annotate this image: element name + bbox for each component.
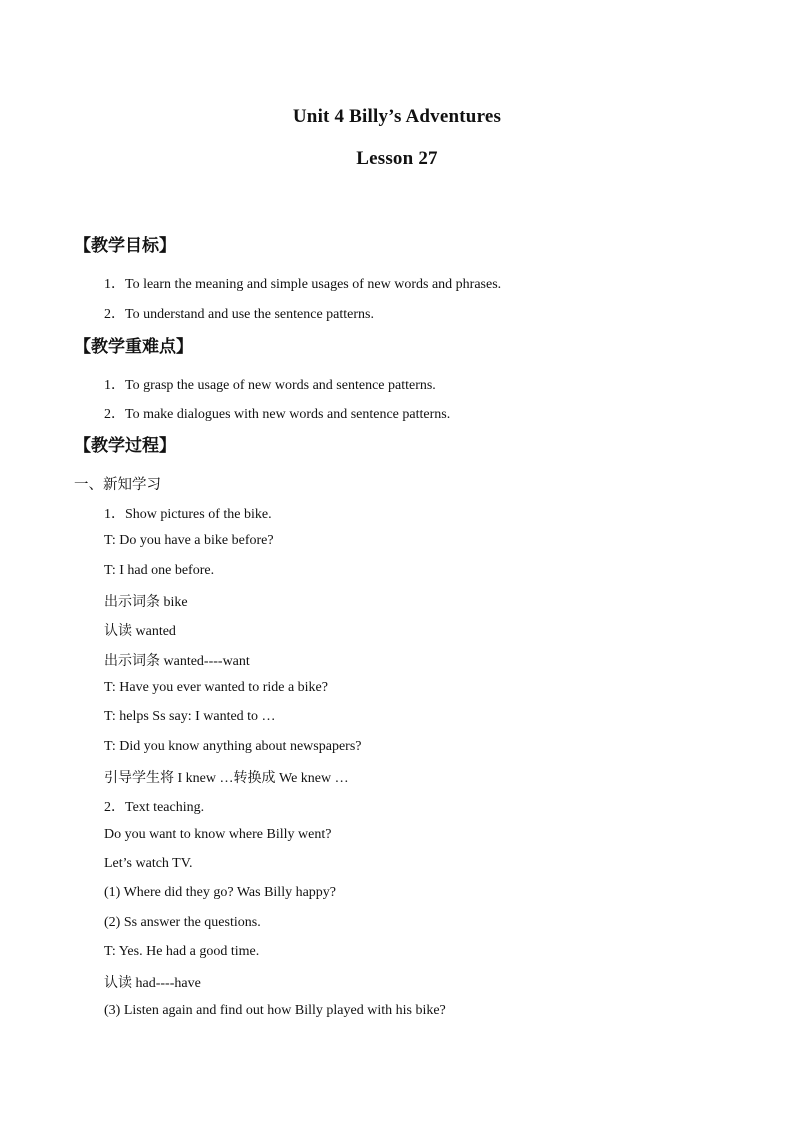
objective-item: 1．To learn the meaning and simple usages of new words and phrases. <box>104 277 502 292</box>
process-line: (1) Where did they go? Was Billy happy? <box>104 885 337 900</box>
process-line: Let’s watch TV. <box>104 856 193 871</box>
process-line: 出示词条 bike <box>104 595 188 610</box>
section-heading-process: 【教学过程】 <box>74 436 176 456</box>
key-point-item: 2．To make dialogues with new words and sentence patterns. <box>104 407 451 422</box>
process-line: (2) Ss answer the questions. <box>104 915 261 930</box>
document-title: Unit 4 Billy’s Adventures <box>292 106 502 127</box>
process-line: 2．Text teaching. <box>104 800 205 815</box>
process-line: T: Do you have a bike before? <box>104 533 274 548</box>
process-line: 认读 wanted <box>104 624 176 639</box>
key-point-item: 1．To grasp the usage of new words and sentence patterns. <box>104 378 436 393</box>
process-line: Do you want to know where Billy went? <box>104 827 332 842</box>
process-line: T: I had one before. <box>104 563 215 578</box>
process-line: T: helps Ss say: I wanted to … <box>104 709 276 724</box>
process-line: T: Yes. He had a good time. <box>104 944 260 959</box>
section-heading-key-points: 【教学重难点】 <box>74 337 193 357</box>
process-line: (3) Listen again and find out how Billy played with his bike? <box>104 1003 446 1018</box>
section-heading-objectives: 【教学目标】 <box>74 236 176 256</box>
process-line: 1．Show pictures of the bike. <box>104 507 272 522</box>
process-line: 认读 had----have <box>104 976 201 991</box>
objective-item: 2．To understand and use the sentence patterns. <box>104 307 374 322</box>
process-line: 引导学生将 I knew …转换成 We knew … <box>104 771 349 786</box>
process-line: 出示词条 wanted----want <box>104 654 250 669</box>
process-subheading: 一、新知学习 <box>74 477 161 493</box>
process-line: T: Have you ever wanted to ride a bike? <box>104 680 328 695</box>
process-line: T: Did you know anything about newspapers? <box>104 739 362 754</box>
lesson-title: Lesson 27 <box>356 148 438 169</box>
